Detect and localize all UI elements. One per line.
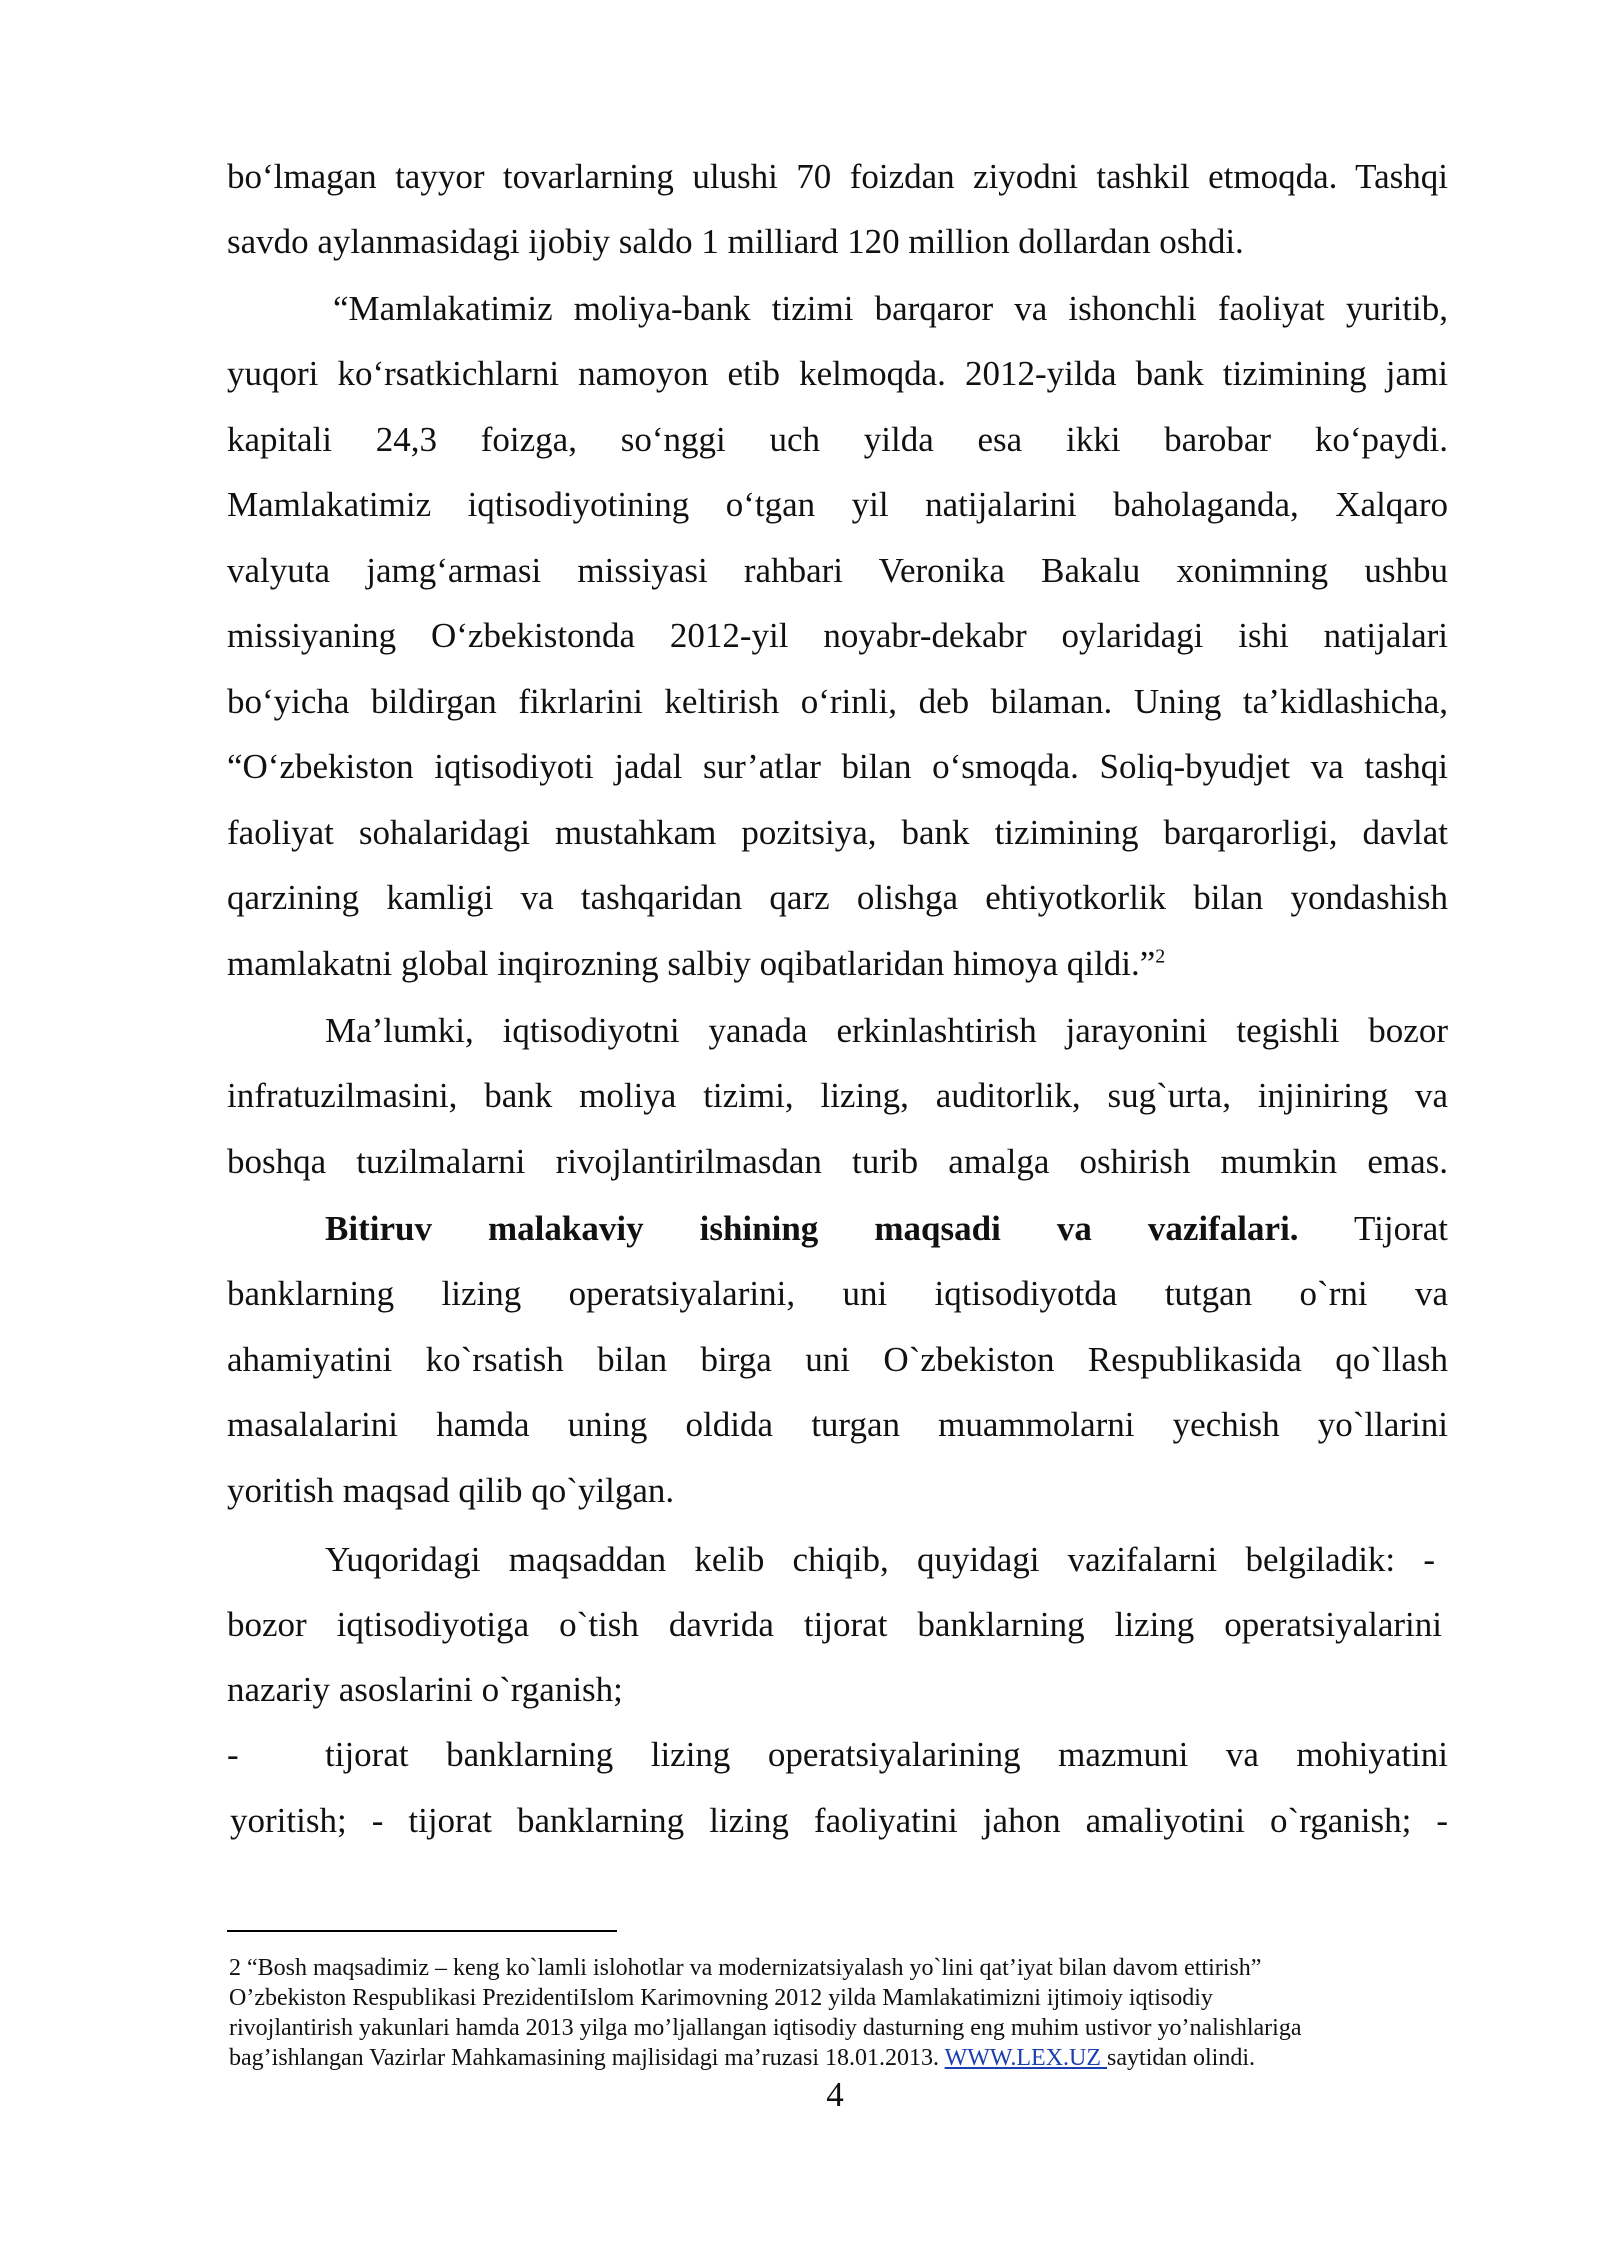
footnote-suffix: saytidan olindi. <box>1107 2045 1256 2071</box>
body-line-6: Mamlakatimiz iqtisodiyotining o‘tgan yil natijalarini baholaganda, Xalqaro <box>227 485 1448 524</box>
body-line-1: bo‘lmagan tayyor tovarlarning ulushi 70 foizdan ziyodni tashkil etmoqda. Tashqi <box>227 157 1448 196</box>
footnote-line-3: rivojlantirish yakunlari hamda 2013 yilga mo’ljallangan iqtisodiy dasturning eng muhim ustivor yo’nalishlariga <box>229 2015 1302 2041</box>
body-line-15: infratuzilmasini, bank moliya tizimi, lizing, auditorlik, sug`urta, injiniring va <box>227 1076 1448 1115</box>
body-line-13 <box>227 944 1448 984</box>
body-line-21: yoritish maqsad qilib qo`yilgan. <box>227 1471 675 1510</box>
body-line-3: “Mamlakatimiz moliya-bank tizimi barqaror va ishonchli faoliyat yuritib, <box>333 289 1448 328</box>
body-line-9: bo‘yicha bildirgan fikrlarini keltirish o‘rinli, deb bilaman. Uning ta’kidlashicha, <box>227 682 1448 721</box>
body-line-2: savdo aylanmasidagi ijobiy saldo 1 milliard 120 million dollardan oshdi. <box>227 222 1244 261</box>
body-line-25: tijorat banklarning lizing operatsiyalarining mazmuni va mohiyatini <box>325 1735 1448 1774</box>
body-line-22: Yuqoridagi maqsaddan kelib chiqib, quyidagi vazifalarni belgiladik: - <box>325 1540 1435 1579</box>
body-line-20: masalalarini hamda uning oldida turgan muammolarni yechish yo`llarini <box>227 1405 1448 1444</box>
body-line-4: yuqori ko‘rsatkichlarni namoyon etib kelmoqda. 2012-yilda bank tizimining jami <box>227 354 1448 393</box>
list-dash: - <box>227 1735 239 1774</box>
body-line-12: qarzining kamligi va tashqaridan qarz olishga ehtiyotkorlik bilan yondashish <box>227 878 1448 917</box>
footnote-reference: 2 <box>1155 945 1166 968</box>
quote-end-text: mamlakatni global inqirozning salbiy oqibatlaridan himoya qildi.” <box>227 944 1156 983</box>
footnote-line-1: 2 “Bosh maqsadimiz – keng ko`lamli islohotlar va modernizatsiyalash yo`lini qat’iyat bilan davom ettirish” <box>229 1955 1262 1981</box>
body-line-5: kapitali 24,3 foizga, so‘nggi uch yilda esa ikki barobar ko‘paydi. <box>227 420 1448 459</box>
section-heading: Bitiruv malakaviy ishining maqsadi va vazifalari. <box>325 1209 1299 1248</box>
body-line-23: bozor iqtisodiyotiga o`tish davrida tijorat banklarning lizing operatsiyalarini <box>227 1605 1442 1644</box>
body-line-10: “O‘zbekiston iqtisodiyoti jadal sur’atlar bilan o‘smoqda. Soliq-byudjet va tashqi <box>227 747 1448 786</box>
lex-uz-link[interactable]: WWW.LEX.UZ <box>944 2045 1108 2071</box>
footnote-line-2: O’zbekiston Respublikasi PrezidentiIslom Karimovning 2012 yilda Mamlakatimizni ijtimoiy iqtisodiy <box>229 1985 1213 2011</box>
body-line-11: faoliyat sohalaridagi mustahkam pozitsiya, bank tizimining barqarorligi, davlat <box>227 813 1448 852</box>
page-number: 4 <box>826 2075 844 2114</box>
footnote-separator <box>227 1930 617 1932</box>
body-line-17 <box>325 1209 1448 1249</box>
body-line-14: Ma’lumki, iqtisodiyotni yanada erkinlashtirish jarayonini tegishli bozor <box>325 1011 1448 1050</box>
body-line-7: valyuta jamg‘armasi missiyasi rahbari Veronika Bakalu xonimning ushbu <box>227 551 1448 590</box>
footnote-line-4 <box>229 2043 1469 2073</box>
heading-continuation: Tijorat <box>1353 1209 1448 1248</box>
body-line-16: boshqa tuzilmalarni rivojlantirilmasdan turib amalga oshirish mumkin emas. <box>227 1142 1448 1181</box>
body-line-8: missiyaning O‘zbekistonda 2012-yil noyabr-dekabr oylaridagi ishi natijalari <box>227 616 1448 655</box>
body-line-24: nazariy asoslarini o`rganish; <box>227 1670 623 1709</box>
body-line-18: banklarning lizing operatsiyalarini, uni iqtisodiyotda tutgan o`rni va <box>227 1274 1448 1313</box>
body-line-26: yoritish; - tijorat banklarning lizing faoliyatini jahon amaliyotini o`rganish; - <box>230 1801 1448 1840</box>
footnote-line-4-text: bag’ishlangan Vazirlar Mahkamasining majlisidagi ma’ruzasi 18.01.2013. <box>229 2045 945 2071</box>
body-line-19: ahamiyatini ko`rsatish bilan birga uni O`zbekiston Respublikasida qo`llash <box>227 1340 1448 1379</box>
